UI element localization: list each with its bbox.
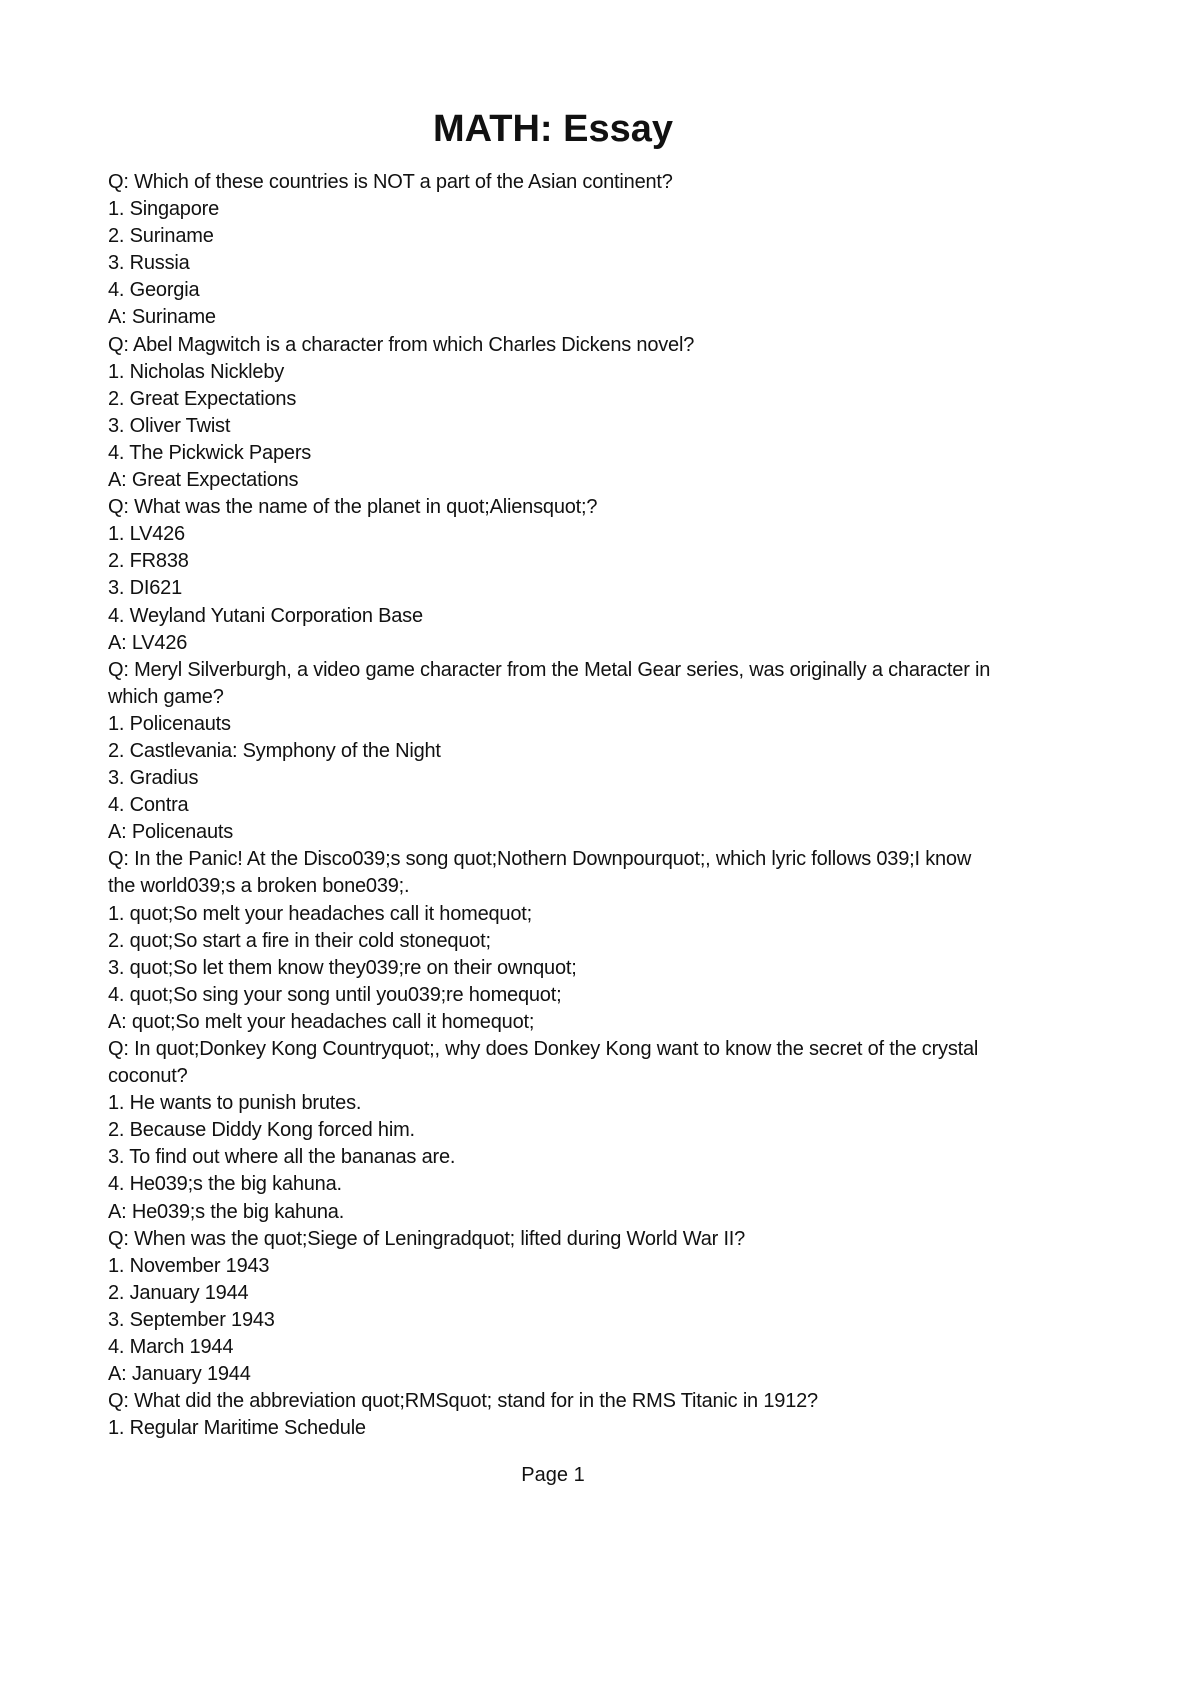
correct-answer: A: He039;s the big kahuna.: [108, 1200, 345, 1223]
correct-answer: A: quot;So melt your headaches call it homequot;: [108, 1010, 535, 1033]
answer-option: 1. He wants to punish brutes.: [108, 1092, 362, 1115]
question-block: [108, 1226, 1000, 1389]
question-text: Q: Which of these countries is NOT a part of the Asian continent?: [108, 171, 673, 193]
answer-option: 3. Oliver Twist: [108, 414, 231, 437]
answer-option: 2. Castlevania: Symphony of the Night: [108, 739, 441, 762]
answer-option: 2. January 1944: [108, 1281, 249, 1304]
question-text: Q: Abel Magwitch is a character from which Charles Dickens novel?: [108, 333, 695, 356]
question-block: [108, 494, 1000, 657]
answer-option: 2. Suriname: [108, 225, 214, 248]
question-block: [108, 332, 1000, 495]
question-block: [108, 1388, 1000, 1442]
answer-option: 2. Great Expectations: [108, 387, 297, 410]
answer-option: 4. The Pickwick Papers: [108, 441, 312, 464]
answer-option: 4. Georgia: [108, 279, 200, 302]
question-block: [108, 1036, 1000, 1226]
correct-answer: A: Policenauts: [108, 821, 234, 844]
answer-option: 2. Because Diddy Kong forced him.: [108, 1119, 415, 1142]
question-text: Q: What did the abbreviation quot;RMSquot; stand for in the RMS Titanic in 1912?: [108, 1390, 818, 1413]
question-text: Q: In the Panic! At the Disco039;s song quot;Nothern Downpourquot;, which lyric follows 039;I know the world039;s a broken bone039;.: [108, 848, 972, 898]
question-block: [108, 657, 1000, 847]
answer-option: 3. Russia: [108, 252, 190, 275]
answer-option: 4. March 1944: [108, 1336, 234, 1359]
answer-option: 1. LV426: [108, 523, 185, 546]
answer-option: 4. He039;s the big kahuna.: [108, 1173, 342, 1196]
answer-option: 3. September 1943: [108, 1308, 275, 1331]
answer-option: 3. Gradius: [108, 767, 199, 790]
correct-answer: A: January 1944: [108, 1363, 251, 1386]
question-text: Q: When was the quot;Siege of Leningradquot; lifted during World War II?: [108, 1227, 746, 1250]
answer-option: 1. Policenauts: [108, 712, 231, 735]
page-number: Page 1: [521, 1464, 585, 1486]
question-text: Q: What was the name of the planet in quot;Aliensquot;?: [108, 496, 598, 519]
question-text: Q: In quot;Donkey Kong Countryquot;, why does Donkey Kong want to know the secret of the crystal coconut?: [108, 1038, 979, 1088]
answer-option: 4. Weyland Yutani Corporation Base: [108, 604, 423, 627]
answer-option: 2. quot;So start a fire in their cold stonequot;: [108, 929, 491, 952]
answer-option: 4. Contra: [108, 794, 189, 817]
answer-option: 3. quot;So let them know they039;re on their ownquot;: [108, 956, 577, 979]
question-block: [108, 846, 1000, 1036]
question-text: Q: Meryl Silverburgh, a video game character from the Metal Gear series, was originally a character in which game?: [108, 658, 991, 708]
correct-answer: A: Great Expectations: [108, 469, 299, 492]
answer-option: 1. quot;So melt your headaches call it homequot;: [108, 902, 532, 925]
answer-option: 1. Regular Maritime Schedule: [108, 1417, 366, 1440]
answer-option: 3. DI621: [108, 577, 183, 600]
question-block: [108, 169, 1000, 332]
answer-option: 1. November 1943: [108, 1254, 270, 1277]
correct-answer: A: Suriname: [108, 306, 216, 329]
answer-option: 4. quot;So sing your song until you039;re homequot;: [108, 983, 562, 1006]
answer-option: 1. Nicholas Nickleby: [108, 360, 285, 383]
answer-option: 2. FR838: [108, 550, 189, 573]
answer-option: 1. Singapore: [108, 198, 220, 221]
correct-answer: A: LV426: [108, 631, 188, 654]
answer-option: 3. To find out where all the bananas are.: [108, 1146, 456, 1169]
document-title: MATH: Essay: [432, 108, 674, 150]
question-list: [108, 169, 1000, 1442]
